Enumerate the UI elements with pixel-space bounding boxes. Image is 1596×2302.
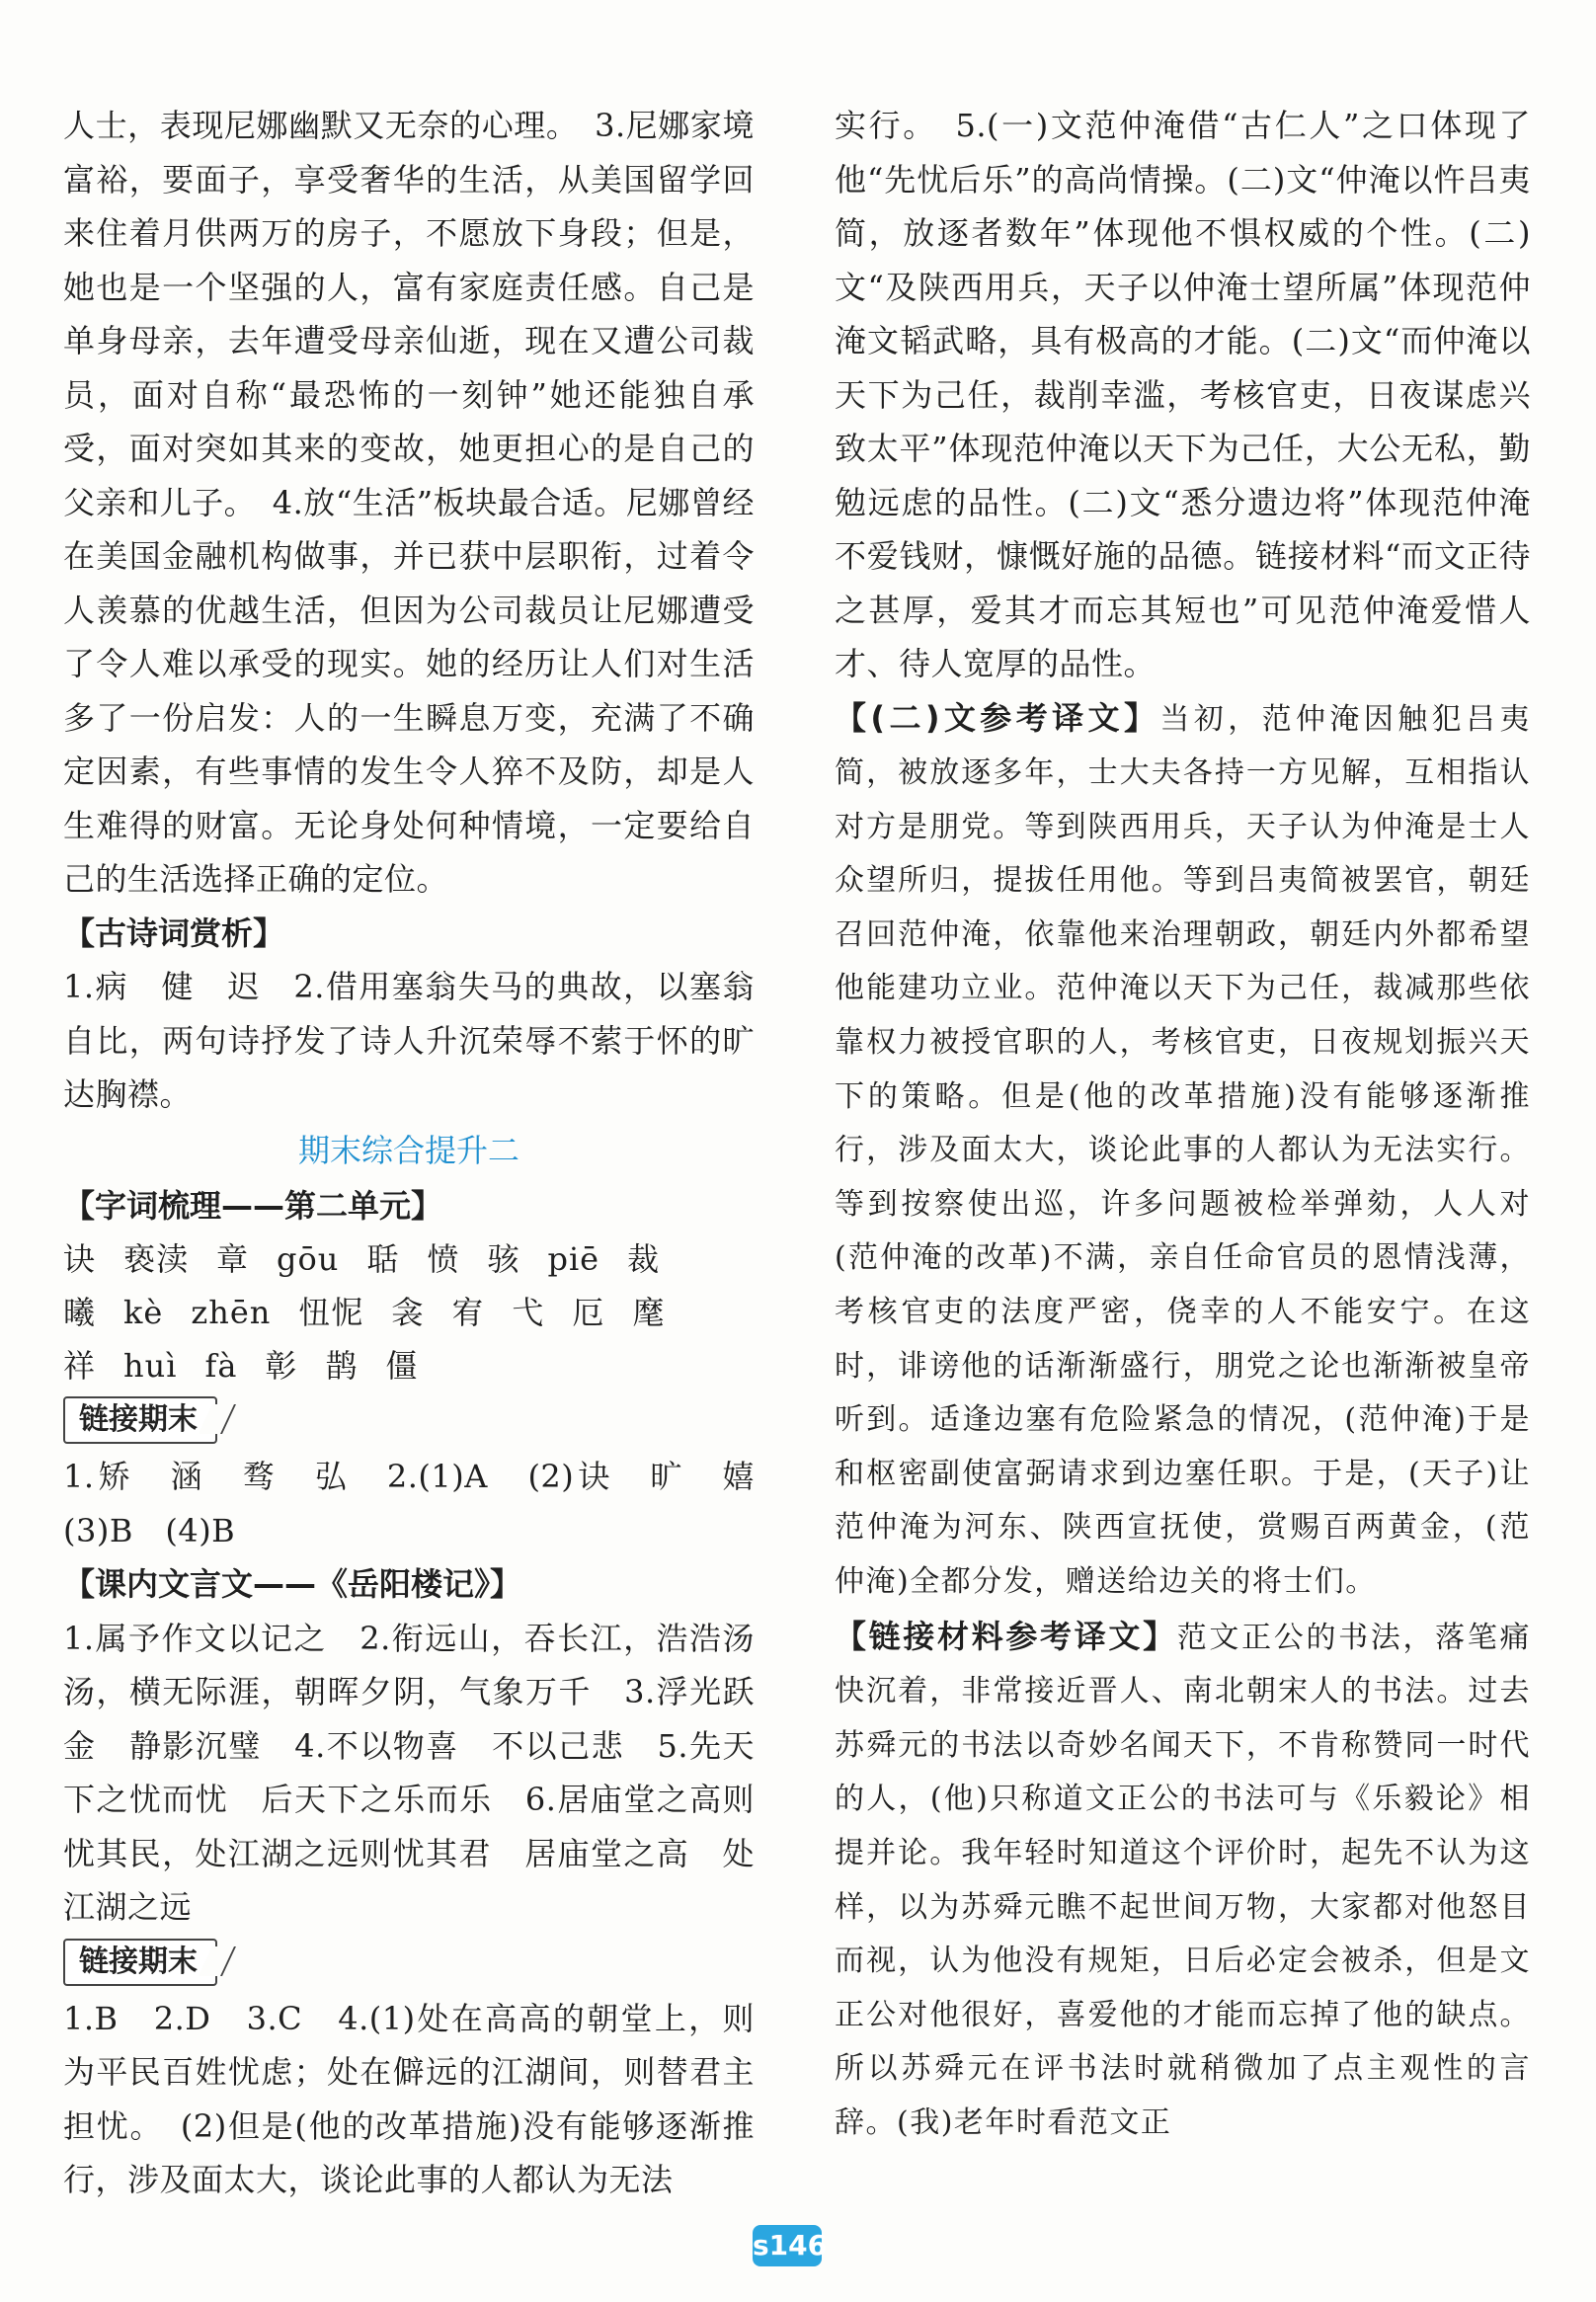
- right-paragraph-1: 实行。 5.(一)文范仲淹借“古仁人”之口体现了他“先忧后乐”的高尚情操。(二)文“仲淹以忤吕夷简，放逐者数年”体现他不惧权威的个性。(二)文“及陕西用兵，天子以仲淹士望所属”体现范仲淹文韬武略，具有极高的才能。(二)文“而仲淹以天下为己任，裁削幸滥，考核官吏，日夜谋虑兴致太平”体现范仲淹以天下为己任，大公无私，勤勉远虑的品性。(二)文“悉分遗边将”体现范仲淹不爱钱财，慷慨好施的品德。链接材料“而文正待之甚厚，爱其才而忘其短也”可见范仲淹爱惜人才、待人宽厚的品性。: [835, 107, 1531, 682]
- classic-header: 【课内文言文——《岳阳楼记》】: [63, 1565, 522, 1603]
- translation-2-body: 范文正公的书法，落笔痛快沉着，非常接近晋人、南北朝宋人的书法。过去苏舜元的书法以奇妙名闻天下，不肯称赞同一时代的人，(他)只称道文正公的书法可与《乐毅论》相提并论。我年轻时知道这个评价时，起先不认为这样，以为苏舜元瞧不起世间万物，大家都对他怒目而视，认为他没有规矩，日后必定会被杀，但是文正公对他很好，喜爱他的才能而忘掉了他的缺点。所以苏舜元在评书法时就稍微加了点主观性的言辞。(我)老年时看范文正: [835, 1620, 1531, 2140]
- translation-2-header: 【链接材料参考译文】: [835, 1617, 1177, 1655]
- word: 衾: [391, 1294, 425, 1331]
- word: piē: [547, 1240, 600, 1278]
- words-row-3: [63, 1339, 755, 1392]
- link2-answer: 1.B 2.D 3.C 4.(1)处在高高的朝堂上，则为平民百姓忧虑；处在僻远的江湖间，则替君主担忧。 (2)但是(他的改革措施)没有能够逐渐推行，涉及面太大，谈论此事的人都认为无法: [63, 1999, 755, 2198]
- poetry-answer: 1.病 健 迟 2.借用塞翁失马的典故，以塞翁自比，两句诗抒发了诗人升沉荣辱不萦于怀的旷达胸襟。: [63, 968, 755, 1113]
- left-paragraph-1: 人士，表现尼娜幽默又无奈的心理。 3.尼娜家境富裕，要面子，享受奢华的生活，从美国留学回来住着月供两万的房子，不愿放下身段；但是，她也是一个坚强的人，富有家庭责任感。自己是单身母亲，去年遭受母亲仙逝，现在又遭公司裁员，面对自称“最恐怖的一刻钟”她还能独自承受，面对突如其来的变故，她更担心的是自己的父亲和儿子。 4.放“生活”板块最合适。尼娜曾经在美国金融机构做事，并已获中层职衔，过着令人羡慕的优越生活，但因为公司裁员让尼娜遭受了令人难以承受的现实。她的经历让人们对生活多了一份启发：人的一生瞬息万变，充满了不确定因素，有些事情的发生令人猝不及防，却是人生难得的财富。无论身处何种情境，一定要给自己的生活选择正确的定位。: [63, 107, 755, 898]
- word: 亵渎: [123, 1240, 190, 1278]
- link1-answer: 1.矫 涵 骛 弘 2.(1)A (2)诀 旷 嬉 (3)B (4)B: [63, 1458, 787, 1549]
- word: kè: [123, 1294, 164, 1331]
- word: huì: [123, 1347, 178, 1385]
- word: 祥: [63, 1347, 97, 1385]
- poetry-header: 【古诗词赏析】: [63, 913, 285, 952]
- words-row-2: [63, 1286, 755, 1339]
- word: 鹊: [325, 1347, 359, 1385]
- link-final-tag-2: 链接期末: [63, 1939, 217, 1986]
- classic-answer: 1.属予作文以记之 2.衔远山，吞长江，浩浩汤汤，横无际涯，朝晖夕阴，气象万千 3.浮光跃金 静影沉璧 4.不以物喜 不以己悲 5.先天下之忧而忧 后天下之乐而乐 6.居庙堂之高则忧其民，处江湖之远则忧其君 居庙堂之高 处江湖之远: [63, 1619, 755, 1926]
- word: 聒: [366, 1240, 400, 1278]
- word: fà: [204, 1347, 238, 1385]
- words-row-1: [63, 1232, 755, 1286]
- word: 忸怩: [298, 1294, 364, 1331]
- word: 僵: [385, 1347, 419, 1385]
- translation-2: [835, 1610, 1531, 2151]
- word: 彰: [265, 1347, 298, 1385]
- page-number: s146: [753, 2225, 822, 2266]
- word: 厄: [572, 1294, 605, 1331]
- word: 曦: [63, 1294, 97, 1331]
- translation-1-body: 当初，范仲淹因触犯吕夷简，被放逐多年，士大夫各持一方见解，互相指认对方是朋党。等到陕西用兵，天子认为仲淹是士人众望所归，提拔任用他。等到吕夷简被罢官，朝廷召回范仲淹，依靠他来治理朝政，朝廷内外都希望他能建功立业。范仲淹以天下为己任，裁减那些依靠权力被授官职的人，考核官吏，日夜规划振兴天下的策略。但是(他的改革措施)没有能够逐渐推行，涉及面太大，谈论此事的人都认为无法实行。等到按察使出巡，许多问题被检举弹劾，人人对(范仲淹的改革)不满，亲自任命官员的恩情浅薄，考核官吏的法度严密，侥幸的人不能安宁。在这时，诽谤他的话渐渐盛行，朋党之论也渐渐被皇帝听到。适逢边塞有危险紧急的情况，(范仲淹)于是和枢密副使富弼请求到边塞任职。于是，(天子)让范仲淹为河东、陕西宣抚使，赏赐百两黄金，(范仲淹)全都分发，赠送给边关的将士们。: [835, 701, 1531, 1599]
- word: 愤: [427, 1240, 460, 1278]
- word: gōu: [277, 1240, 340, 1278]
- word: 诀: [63, 1240, 97, 1278]
- translation-1: [835, 691, 1531, 1610]
- right-column: [835, 99, 1531, 2151]
- left-column: [63, 99, 787, 2207]
- words-header: 【字词梳理——第二单元】: [63, 1186, 443, 1225]
- link-final-tag-1: 链接期末: [63, 1396, 217, 1444]
- word: 麾: [632, 1294, 666, 1331]
- word: 骇: [487, 1240, 520, 1278]
- section-title: 期末综合提升二: [297, 1131, 519, 1169]
- word: 裁: [627, 1240, 661, 1278]
- word: 章: [216, 1240, 250, 1278]
- translation-1-header: 【(二)文参考译文】: [835, 698, 1160, 737]
- word: 宥: [451, 1294, 485, 1331]
- word: zhēn: [191, 1294, 272, 1331]
- word: 弋: [512, 1294, 545, 1331]
